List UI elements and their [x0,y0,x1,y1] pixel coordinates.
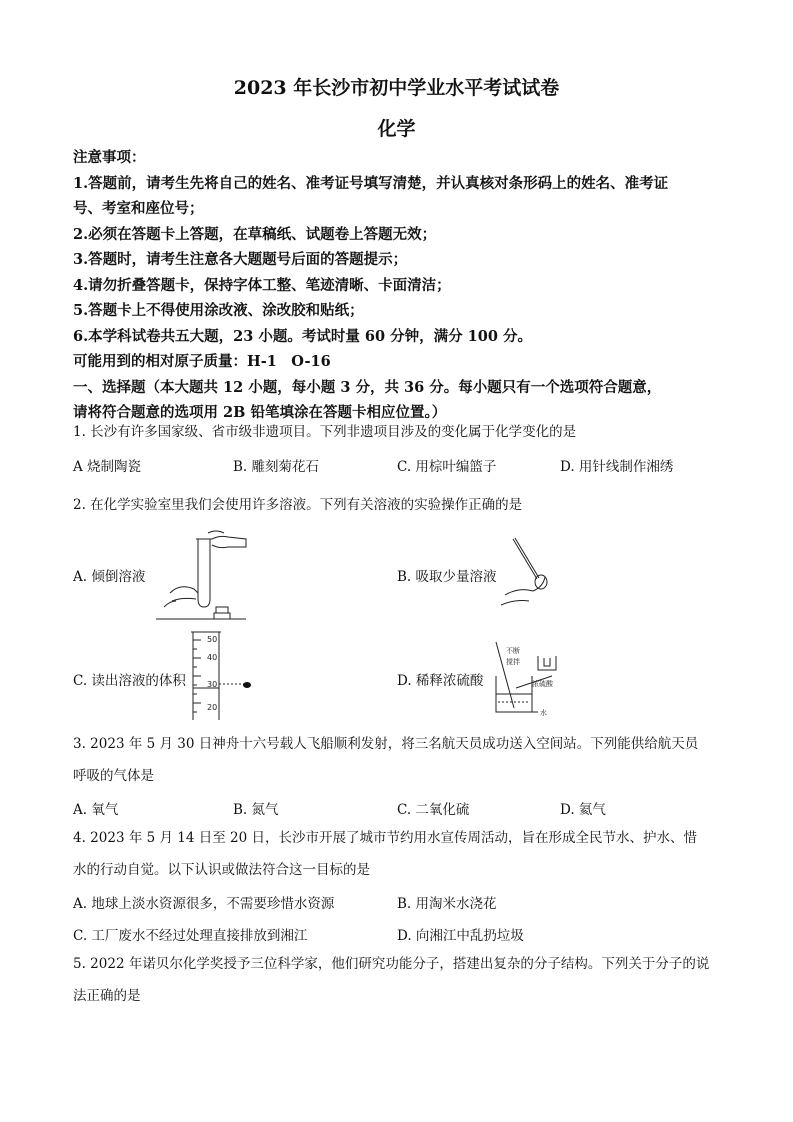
cylinder-tick-label: 30 [207,680,218,689]
option-c[interactable]: C. 工厂废水不经过处理直接排放到湘江 [73,928,308,944]
note-item: 4.请勿折叠答题卡，保持字体工整、笔迹清晰、卡面清洁； [73,276,451,294]
option-c[interactable]: C. 二氧化硫 [397,802,470,818]
dilution-label: 搅拌 [506,658,520,666]
question-2 [73,489,723,521]
option-b[interactable]: B. 吸取少量溶液 [397,569,497,585]
note-item: 5.答题卡上不得使用涂改液、涂改胶和贴纸； [73,302,364,319]
option-d[interactable]: D. 稀释浓硫酸 [397,673,484,689]
question-stem-cont: 呼吸的气体是 [73,768,154,784]
dilution-label: 水 [540,709,547,717]
note-item: 3.答题时，请考生注意各大题题号后面的答题提示； [73,251,408,268]
question-5 [73,948,723,1012]
cylinder-tick-label: 40 [207,653,218,662]
dilution-label: 浓硫酸 [532,680,553,688]
note-item: 2.必须在答题卡上答题，在草稿纸、试题卷上答题无效； [73,225,437,243]
note-item: 号、考室和座位号； [73,200,204,217]
question-stem-cont: 水的行动自觉。以下认识或做法符合这一目标的是 [73,862,370,878]
question-3 [73,728,723,792]
atomic-mass-line: 可能用到的相对原子质量：H-1 O-16 [73,353,331,370]
cylinder-tick-label: 20 [207,703,218,712]
dilution-label: 不断 [506,647,520,655]
option-b[interactable]: B. 氮气 [233,802,279,818]
question-stem: 1. 长沙有许多国家级、省市级非遗项目。下列非遗项目涉及的变化属于化学变化的是 [73,424,577,440]
option-a[interactable]: A. 地球上淡水资源很多，不需要珍惜水资源 [73,896,335,912]
subject-title: 化学 [377,118,416,140]
question-stem-cont: 法正确的是 [73,988,141,1004]
option-c[interactable]: C. 读出溶液的体积 [73,673,186,689]
section-heading-cont: 请将符合题意的选项用 2B 铅笔填涂在答题卡相应位置。） [73,404,447,421]
option-b[interactable]: B. 雕刻菊花石 [233,459,320,475]
option-d[interactable]: D. 氦气 [560,802,606,818]
option-d[interactable]: D. 用针线制作湘绣 [560,459,674,475]
question-stem: 3. 2023 年 5 月 30 日神舟十六号载人飞船顺利发射，将三名航天员成功送入空间站。下列能供给航天员 [73,736,699,752]
option-a[interactable]: A 烧制陶瓷 [73,459,142,475]
note-item: 6.本学科试卷共五大题，23 小题。考试时量 60 分钟，满分 100 分。 [73,327,532,345]
question-stem: 4. 2023 年 5 月 14 日至 20 日，长沙市开展了城市节约用水宣传周活动，旨在形成全民节水、护水、惜 [73,830,698,846]
option-a[interactable]: A. 氧气 [73,802,119,818]
option-c[interactable]: C. 用棕叶编篮子 [397,459,497,475]
note-item: 1.答题前，请考生先将自己的姓名、准考证号填写清楚，并认真核对条形码上的姓名、准考证 [73,174,669,192]
question-1 [73,416,723,448]
option-b[interactable]: B. 用淘米水浇花 [397,896,497,912]
section-heading: 一、选择题（本大题共 12 小题，每小题 3 分，共 36 分。每小题只有一个选项符合题意， [73,378,662,396]
question-stem: 5. 2022 年诺贝尔化学奖授予三位科学家，他们研究功能分子，搭建出复杂的分子结构。下列关于分子的说 [73,956,710,972]
graduated-cylinder-figure [185,630,265,722]
notes-section [73,145,723,426]
cylinder-tick-label: 50 [207,635,218,644]
dropper-figure [495,535,555,610]
option-a[interactable]: A. 倾倒溶液 [73,569,146,585]
exam-title: 2023 年长沙市初中学业水平考试试卷 [233,77,560,99]
notes-heading: 注意事项： [73,149,146,166]
question-stem: 2. 在化学实验室里我们会使用许多溶液。下列有关溶液的实验操作正确的是 [73,497,523,513]
pouring-solution-figure [150,527,250,625]
question-4 [73,822,723,886]
option-d[interactable]: D. 向湘江中乱扔垃圾 [397,928,524,944]
dilution-figure [492,636,572,718]
